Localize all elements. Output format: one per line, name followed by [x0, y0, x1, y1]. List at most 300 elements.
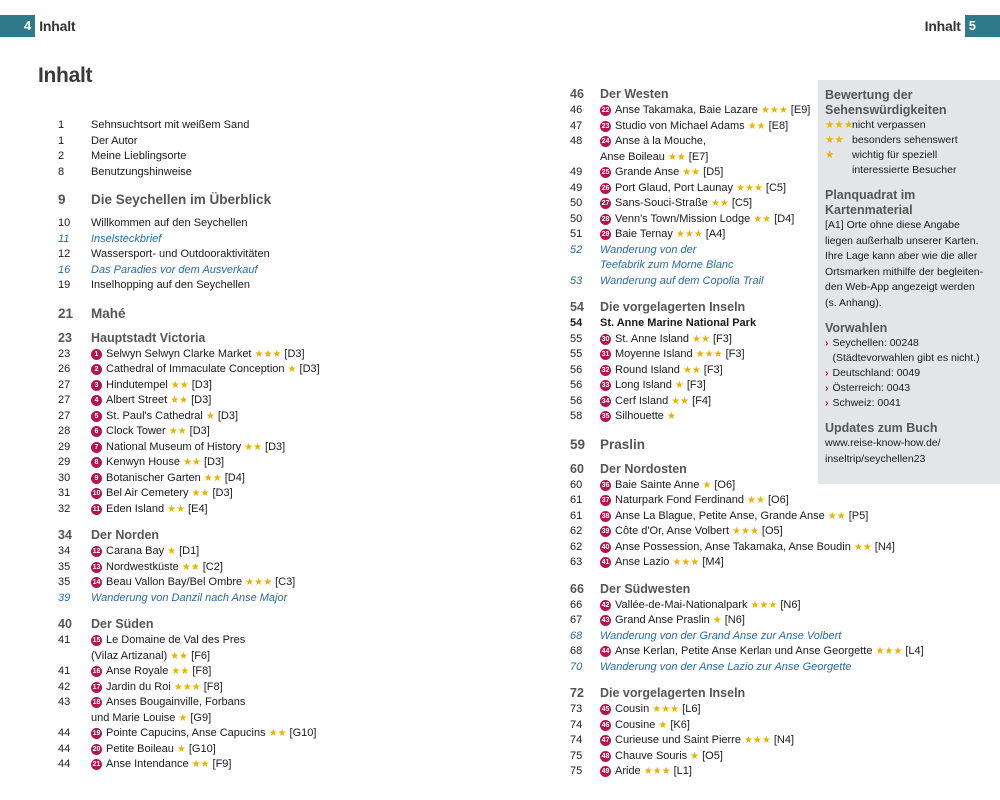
page-number: 26 [58, 363, 71, 375]
entry-label: Inselhopping auf den Seychellen [91, 279, 251, 291]
entry-text [91, 616, 154, 633]
rating-stars: ★★ [710, 198, 729, 209]
entry-label: Anse Possession, Anse Takamaka, Anse Boudin [615, 540, 851, 553]
sight-number-badge: 42 [601, 601, 610, 609]
entry-text [91, 440, 285, 456]
entry-label: Anse Kerlan, Petite Anse Kerlan und Anse Georgette [615, 645, 873, 657]
toc-entry[interactable] [38, 362, 500, 378]
entry-label: Round Island [615, 363, 680, 376]
entry-label: St. Anne Marine National Park [600, 317, 757, 329]
entry-text [600, 409, 676, 425]
section-heading[interactable] [550, 685, 990, 702]
entry-text [91, 575, 295, 591]
rating-stars: ★★★ [672, 557, 700, 568]
toc-entry[interactable] [38, 409, 500, 425]
section-heading[interactable] [38, 616, 500, 633]
rating-stars: ★ [674, 380, 684, 391]
rating-stars: ★ [178, 712, 188, 724]
entry-text [600, 644, 924, 660]
entry-label: Kenwyn House [106, 456, 180, 468]
rating-stars: ★★ [170, 395, 189, 406]
sight-number-badge: 48 [601, 752, 610, 760]
entry-text [91, 409, 238, 425]
entry-text [91, 502, 208, 518]
entry-label: Hindutempel [106, 378, 168, 391]
map-grid-ref: [C5] [765, 181, 787, 194]
toc-entry[interactable] [38, 247, 500, 263]
page-number: 19 [58, 279, 71, 291]
entry-label: Inselsteckbrief [91, 232, 162, 245]
toc-entry[interactable] [550, 540, 990, 556]
entry-text [91, 165, 192, 181]
map-grid-ref: [D3] [299, 363, 320, 375]
page-number: 54 [570, 317, 583, 329]
toc-entry[interactable] [550, 493, 990, 509]
page-number: 34 [58, 528, 72, 542]
entry-label: Pointe Capucins, Anse Capucins [106, 727, 266, 739]
page-number [550, 150, 600, 166]
page-number: 50 [570, 212, 583, 225]
spacer [38, 606, 500, 616]
sight-number-badge: 27 [601, 200, 610, 208]
map-grid-ref: [D3] [284, 347, 305, 360]
map-grid-ref: [F3] [725, 348, 745, 360]
sight-number-badge: 22 [601, 107, 610, 115]
entry-label: Wassersport- und Outdooraktivitäten [91, 248, 270, 260]
heading-label: Praslin [600, 436, 646, 452]
heading-label: Mahé [91, 305, 126, 321]
updates-link[interactable] [825, 436, 994, 467]
toc-entry[interactable] [550, 764, 990, 780]
prefix-row [825, 396, 994, 411]
map-grid-ref: [N4] [874, 540, 895, 553]
toc-entry[interactable] [550, 509, 990, 525]
sight-number-badge: 32 [601, 366, 610, 374]
entry-text [91, 757, 231, 773]
legend-sidebar [818, 80, 1000, 484]
entry-label: Curieuse und Saint Pierre [615, 734, 741, 746]
page-number: 11 [58, 232, 70, 245]
map-grid-ref: [C3] [275, 576, 296, 588]
entry-text [91, 711, 211, 727]
toc-entry[interactable] [38, 502, 500, 518]
page-number: 55 [570, 348, 583, 360]
chevron-right-icon: › [825, 367, 829, 379]
rating-stars: ★★★ [173, 681, 201, 693]
map-grid-ref: [F9] [212, 758, 232, 770]
rating-stars: ★ [287, 364, 297, 375]
page-number: 47 [570, 119, 583, 132]
page-number: 42 [58, 680, 71, 693]
sight-number-badge: 16 [92, 668, 101, 676]
rating-stars: ★★★ [875, 646, 903, 657]
rating-stars: ★ [176, 743, 186, 755]
section-heading[interactable] [38, 527, 500, 544]
prefix-label: (Städtevorwahlen gibt es nicht.) [832, 352, 980, 364]
toc-entry[interactable] [550, 718, 990, 734]
entry-text [600, 227, 725, 243]
toc-entry[interactable] [38, 726, 500, 742]
heading-label: Der Nordosten [600, 461, 687, 476]
prefix-label: Österreich: 0043 [832, 382, 911, 394]
map-grid-ref: [D3] [265, 440, 286, 453]
hike-entry[interactable] [38, 263, 500, 279]
toc-entry[interactable] [38, 455, 500, 471]
map-grid-ref: [C2] [202, 560, 223, 573]
map-grid-ref: [F6] [191, 649, 211, 662]
page-number: 49 [570, 181, 583, 194]
rating-stars: ★★ [827, 510, 846, 522]
map-grid-ref: [N6] [724, 614, 745, 626]
toc-entry[interactable] [38, 695, 500, 711]
map-grid-ref: [A4] [705, 228, 726, 240]
hike-entry[interactable] [550, 660, 990, 676]
entry-label: Cousine [615, 718, 656, 731]
entry-text [91, 455, 224, 471]
grid-text-line: [A1] Orte ohne diese Angabe [825, 219, 960, 231]
toc-entry[interactable] [38, 347, 500, 363]
entry-text [600, 581, 690, 598]
sight-number-badge: 35 [601, 413, 610, 421]
toc-entry[interactable] [38, 711, 500, 727]
toc-entry[interactable] [38, 378, 500, 394]
sight-number-badge: 15 [92, 637, 101, 645]
toc-entry[interactable] [38, 742, 500, 758]
rating-stars: ★★★ [732, 526, 759, 537]
rating-stars: ★★ [682, 364, 701, 376]
entry-label: Nordwestküste [106, 560, 179, 573]
map-grid-ref: [F3] [703, 363, 723, 376]
map-grid-ref: [G9] [190, 711, 212, 724]
hike-entry[interactable] [38, 591, 500, 607]
entry-label: Naturpark Fond Ferdinand [615, 494, 745, 506]
rating-stars: ★★ [667, 151, 686, 163]
entry-text [600, 150, 708, 166]
entry-text [91, 486, 233, 502]
entry-text [91, 216, 248, 232]
rating-stars: ★★★ [736, 182, 763, 194]
entry-text [600, 461, 687, 478]
sight-number-badge: 14 [92, 579, 101, 587]
sight-number-badge: 38 [601, 512, 610, 520]
toc-entry[interactable] [38, 575, 500, 591]
entry-label: Willkommen auf den Seychellen [91, 217, 248, 229]
toc-entry[interactable] [38, 680, 500, 696]
sight-number-badge: 11 [92, 505, 101, 513]
page-number: 55 [570, 332, 583, 345]
page-number: 41 [58, 634, 71, 646]
page-number: 44 [58, 742, 71, 755]
hike-entry[interactable] [38, 232, 500, 248]
map-grid-ref: [O6] [767, 494, 789, 506]
entry-text [600, 540, 895, 556]
entry-label: Anse Boileau [600, 150, 665, 163]
map-grid-ref: [M4] [702, 556, 724, 568]
grid-text-line: Ihre Lage kann aber wie die aller [825, 250, 978, 262]
entry-text [600, 749, 723, 765]
page-number: 75 [570, 765, 583, 777]
entry-label: Der Autor [91, 134, 138, 147]
toc-entry[interactable] [550, 644, 990, 660]
toc-entry[interactable] [38, 440, 500, 456]
entry-label: Studio von Michael Adams [615, 119, 745, 132]
rating-stars: ★★ [167, 503, 186, 515]
entry-label: Benutzungshinweise [91, 165, 192, 178]
chapter-heading[interactable] [38, 304, 500, 324]
grid-text-line: (s. Anhang). [825, 296, 882, 309]
heading-label: Die Seychellen im Überblick [91, 192, 272, 207]
page-number: 46 [570, 87, 584, 101]
sight-number-badge: 34 [601, 397, 610, 405]
entry-label: Sehnsuchtsort mit weißem Sand [91, 119, 250, 131]
updates-url-line[interactable]: www.reise-know-how.de/ [825, 437, 941, 449]
toc-entry[interactable] [550, 524, 990, 540]
sight-number-badge: 7 [91, 442, 102, 453]
prefix-row [825, 351, 994, 366]
page-number: 56 [570, 363, 583, 376]
entry-text [91, 544, 199, 560]
toc-entry[interactable] [550, 555, 990, 571]
right-page [500, 0, 1000, 800]
entry-label: Anse Takamaka, Baie Lazare [615, 104, 758, 116]
toc-entry[interactable] [38, 393, 500, 409]
chapter-heading[interactable] [38, 190, 500, 210]
rating-stars: ★★ [183, 457, 201, 468]
entry-label: Clock Tower [106, 425, 166, 437]
toc-entry[interactable] [38, 165, 500, 181]
entry-label: Vallée-de-Mai-Nationalpark [615, 598, 748, 611]
entry-text [600, 435, 645, 455]
page-number: 23 [58, 347, 71, 360]
page-number: 48 [570, 135, 583, 147]
map-grid-ref: [O6] [714, 478, 736, 491]
toc-entry[interactable] [38, 149, 500, 165]
rating-stars: ★★ [753, 213, 772, 225]
page-number: 29 [58, 440, 71, 453]
entry-text [600, 134, 706, 150]
map-grid-ref: [D5] [703, 166, 724, 178]
rating-stars: ★ [702, 479, 712, 491]
sight-number-badge: 24 [601, 138, 610, 146]
toc-entry[interactable] [550, 613, 990, 629]
page-number: 60 [570, 461, 584, 476]
toc-entry[interactable] [550, 702, 990, 718]
heading-label: Der Südwesten [600, 581, 691, 596]
entry-text [600, 332, 732, 348]
page-title: Inhalt [38, 64, 93, 87]
entry-label: Anses Bougainville, Forbans [106, 696, 246, 708]
map-grid-ref: [D3] [191, 378, 212, 391]
entry-text [91, 263, 258, 279]
entry-text [91, 633, 245, 649]
entry-text [91, 726, 316, 742]
entry-text [91, 560, 223, 576]
prefix-row [825, 366, 994, 381]
page-number: 54 [570, 300, 584, 314]
map-grid-ref: [K6] [670, 718, 690, 731]
map-grid-ref: [O5] [702, 749, 723, 762]
entry-label: Anse Royale [106, 665, 169, 677]
rating-title-2: Sehenswürdigkeiten [825, 103, 947, 117]
toc-entry[interactable] [38, 216, 500, 232]
sight-number-badge: 30 [601, 335, 610, 343]
toc-entry[interactable] [550, 598, 990, 614]
toc-entry[interactable] [38, 278, 500, 294]
entry-label: Anse La Blague, Petite Anse, Grande Anse [615, 509, 825, 522]
rating-label: besonders sehenswert [852, 134, 958, 146]
toc-entry[interactable] [38, 544, 500, 560]
page-number: 12 [58, 248, 71, 260]
page-number: 59 [570, 436, 586, 452]
page-number: 44 [58, 727, 71, 739]
page-number: 68 [570, 645, 583, 657]
page-number: 52 [570, 243, 583, 256]
page-number: 35 [58, 560, 71, 573]
toc-entry[interactable] [38, 649, 500, 665]
rating-stars: ★ [167, 546, 177, 557]
sight-number-badge: 49 [601, 768, 610, 776]
page-header-left [0, 15, 79, 37]
sight-number-badge: 39 [601, 528, 610, 536]
rating-label: interessierte Besucher [852, 164, 957, 176]
entry-label: Eden Island [106, 502, 165, 515]
entry-label: Das Paradies vor dem Ausverkauf [91, 263, 258, 276]
page-number [38, 649, 91, 665]
toc-entry[interactable] [38, 757, 500, 773]
sight-number-badge: 4 [91, 395, 102, 406]
page-number: 1 [58, 134, 65, 147]
page-number-left: 4 [0, 15, 35, 37]
heading-label: Die vorgelagerten Inseln [600, 300, 746, 314]
page-number: 44 [58, 758, 71, 770]
page-number: 63 [570, 556, 583, 568]
entry-label: Sans-Souci-Straße [615, 197, 708, 209]
entry-label: Jardin du Roi [106, 680, 171, 693]
page-number: 62 [570, 540, 583, 553]
map-grid-ref: [L1] [673, 765, 692, 777]
entry-label: Bel Air Cemetery [106, 487, 189, 499]
entry-label: Wanderung von der Grand Anse zur Anse Volbert [600, 629, 842, 642]
prefix-row [825, 381, 994, 396]
toc-entry[interactable] [38, 471, 500, 487]
rating-legend [825, 118, 994, 178]
entry-text [600, 524, 783, 540]
page-number: 51 [570, 228, 583, 240]
entry-text [600, 316, 756, 332]
rating-stars: ★ [690, 750, 700, 762]
entry-text [600, 243, 696, 259]
page-number: 1 [58, 119, 65, 131]
section-heading[interactable] [550, 581, 990, 598]
entry-label: Moyenne Island [615, 348, 693, 360]
map-grid-ref: [D4] [224, 471, 245, 484]
entry-text [600, 347, 745, 363]
entry-text [600, 165, 723, 181]
map-grid-ref: [L4] [905, 645, 924, 657]
updates-url-line[interactable]: inseltrip/seychellen23 [825, 452, 926, 465]
entry-text [600, 598, 801, 614]
spacer [38, 180, 500, 190]
toc-entry[interactable] [550, 733, 990, 749]
sight-number-badge: 3 [91, 380, 102, 391]
grid-text-line: liegen außerhalb unserer Karten. [825, 234, 979, 247]
entry-text [600, 181, 786, 197]
sight-number-badge: 28 [601, 215, 610, 223]
page-number: 2 [58, 150, 65, 162]
rating-stars: ★★★ [675, 229, 703, 240]
rating-stars: ★★ [168, 426, 187, 437]
page-number: 74 [570, 718, 583, 731]
entry-text [600, 702, 701, 718]
entry-label: Wanderung von Danzil nach Anse Major [91, 591, 288, 604]
entry-label: Beau Vallon Bay/Bel Ombre [106, 576, 243, 588]
entry-label: Baie Ternay [615, 228, 673, 240]
rating-stars: ★★ [268, 728, 287, 739]
map-grid-ref: [E9] [790, 104, 811, 116]
map-grid-ref: [D3] [203, 456, 225, 468]
toc-entry[interactable] [38, 486, 500, 502]
rating-stars: ★★★ [743, 735, 771, 746]
entry-text [91, 742, 216, 758]
page-number: 31 [58, 487, 71, 499]
entry-text [600, 119, 788, 135]
page-number: 40 [58, 617, 72, 631]
entry-text [600, 86, 669, 103]
toc-entry[interactable] [38, 633, 500, 649]
grid-explanation [825, 218, 994, 311]
entry-text [600, 212, 794, 228]
rating-stars: ★★ [244, 441, 263, 453]
entry-label: Silhouette [615, 410, 664, 422]
toc-entry[interactable] [38, 134, 500, 150]
rating-stars: ★★★ [695, 349, 723, 360]
entry-text [91, 278, 250, 294]
toc-entry[interactable] [550, 749, 990, 765]
toc-entry[interactable] [38, 424, 500, 440]
prefix-title: Vorwahlen [825, 321, 888, 335]
sight-number-badge: 21 [92, 761, 101, 769]
page-number: 27 [58, 378, 71, 391]
toc-entry[interactable] [38, 118, 500, 134]
heading-label: Der Norden [91, 528, 160, 542]
section-heading[interactable] [38, 330, 500, 347]
page-number: 29 [58, 456, 71, 468]
entry-text [91, 190, 271, 210]
page-number: 72 [570, 686, 584, 700]
page-number: 35 [58, 576, 71, 588]
map-grid-ref: [E8] [768, 119, 789, 132]
toc-entry[interactable] [38, 664, 500, 680]
entry-text [600, 629, 841, 645]
sight-number-badge: 18 [92, 699, 101, 707]
entry-text [91, 347, 305, 363]
page-number: 32 [58, 502, 71, 515]
page-number: 8 [58, 165, 65, 178]
entry-label: Grand Anse Praslin [615, 614, 710, 626]
map-grid-ref: [D3] [217, 409, 239, 422]
entry-text [600, 274, 763, 290]
rating-stars: ★ [825, 149, 835, 161]
page-number: 61 [570, 494, 583, 506]
hike-entry[interactable] [550, 629, 990, 645]
spacer [550, 675, 990, 685]
toc-entry[interactable] [38, 560, 500, 576]
entry-label: Wanderung von der [600, 243, 697, 256]
sight-number-badge: 37 [601, 497, 610, 505]
rating-stars: ★★ [682, 167, 701, 178]
entry-text [91, 680, 223, 696]
page-number: 27 [58, 409, 71, 422]
